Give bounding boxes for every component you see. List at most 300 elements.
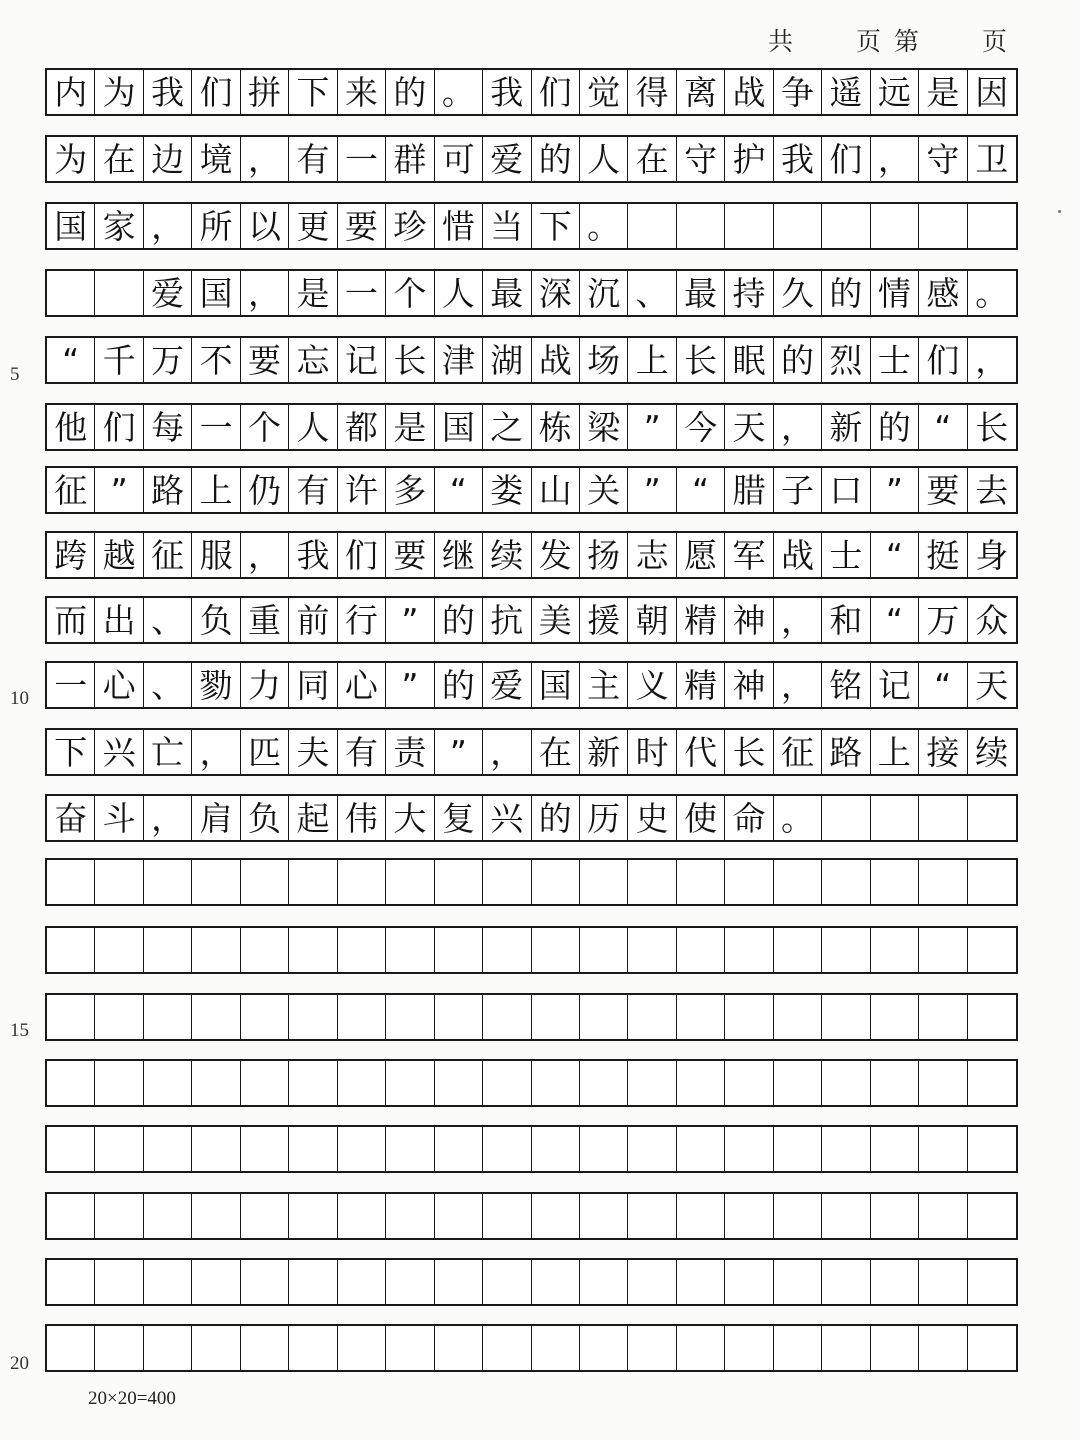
grid-cell: 烈 <box>822 338 870 382</box>
grid-cell <box>968 928 1016 972</box>
grid-cell <box>47 1194 95 1238</box>
grid-cell: 战 <box>532 338 580 382</box>
grid-cell <box>871 796 919 840</box>
grid-cell <box>919 1127 967 1171</box>
grid-cell <box>677 928 725 972</box>
grid-cell <box>289 1260 337 1304</box>
grid-cell <box>192 1326 240 1370</box>
grid-cell: 天 <box>725 405 773 449</box>
grid-cell: 一 <box>192 405 240 449</box>
grid-cell: 口 <box>822 468 870 512</box>
grid-cell <box>580 860 628 904</box>
grid-row <box>45 728 1018 776</box>
grid-cell: 津 <box>435 338 483 382</box>
grid-cell <box>338 1326 386 1370</box>
grid-cell <box>580 1260 628 1304</box>
grid-row <box>45 466 1018 514</box>
grid-cell: 亡 <box>144 730 192 774</box>
grid-cell: 国 <box>192 271 240 315</box>
line-number-15: 15 <box>10 1020 29 1041</box>
grid-cell <box>774 1127 822 1171</box>
grid-cell <box>871 1326 919 1370</box>
grid-cell: 更 <box>289 204 337 248</box>
grid-cell: 惜 <box>435 204 483 248</box>
grid-row <box>45 1192 1018 1240</box>
grid-cell: 娄 <box>483 468 531 512</box>
grid-cell: 服 <box>192 533 240 577</box>
grid-cell: 。 <box>580 204 628 248</box>
grid-row <box>45 68 1018 116</box>
grid-cell <box>628 204 676 248</box>
grid-cell: 和 <box>822 598 870 642</box>
grid-cell <box>968 1061 1016 1105</box>
grid-cell: 心 <box>338 663 386 707</box>
grid-cell: 勠 <box>192 663 240 707</box>
grid-cell <box>435 1326 483 1370</box>
grid-cell <box>968 204 1016 248</box>
grid-cell: 使 <box>677 796 725 840</box>
grid-cell <box>580 1127 628 1171</box>
grid-cell: 们 <box>95 405 143 449</box>
grid-cell: 时 <box>628 730 676 774</box>
grid-cell <box>968 1194 1016 1238</box>
grid-cell <box>241 1194 289 1238</box>
grid-cell: 山 <box>532 468 580 512</box>
grid-cell: 责 <box>386 730 434 774</box>
grid-cell: ” <box>386 663 434 707</box>
grid-cell: ” <box>628 405 676 449</box>
grid-cell <box>241 1326 289 1370</box>
grid-cell: 人 <box>435 271 483 315</box>
grid-cell <box>725 1127 773 1171</box>
grid-cell: 复 <box>435 796 483 840</box>
grid-cell <box>628 1326 676 1370</box>
grid-cell: 斗 <box>95 796 143 840</box>
grid-cell: ” <box>95 468 143 512</box>
grid-cell: 可 <box>435 137 483 181</box>
grid-cell <box>483 995 531 1039</box>
grid-cell: 是 <box>919 70 967 114</box>
grid-cell: 续 <box>483 533 531 577</box>
grid-cell <box>435 995 483 1039</box>
grid-cell <box>871 204 919 248</box>
grid-cell <box>435 1260 483 1304</box>
grid-row <box>45 926 1018 974</box>
grid-cell <box>968 1127 1016 1171</box>
grid-cell: 的 <box>532 796 580 840</box>
grid-cell: 的 <box>532 137 580 181</box>
grid-cell: 珍 <box>386 204 434 248</box>
grid-cell: 们 <box>192 70 240 114</box>
grid-cell <box>144 860 192 904</box>
grid-row <box>45 202 1018 250</box>
grid-cell <box>192 1127 240 1171</box>
line-number-10: 10 <box>10 688 29 709</box>
grid-cell: 力 <box>241 663 289 707</box>
grid-cell <box>871 860 919 904</box>
grid-cell: 去 <box>975 470 1009 510</box>
grid-cell: 持 <box>725 271 773 315</box>
grid-cell <box>95 928 143 972</box>
grid-cell: 离 <box>677 70 725 114</box>
grid-cell <box>241 1260 289 1304</box>
grid-cell: 的 <box>871 405 919 449</box>
grid-cell: 要 <box>386 533 434 577</box>
grid-cell: 命 <box>725 796 773 840</box>
grid-cell: 精 <box>677 598 725 642</box>
grid-cell: 兴 <box>95 730 143 774</box>
grid-cell: 在 <box>628 137 676 181</box>
grid-cell <box>968 860 1016 904</box>
grid-cell: 士 <box>822 533 870 577</box>
grid-cell <box>725 1061 773 1105</box>
grid-cell <box>532 1326 580 1370</box>
grid-cell: 神 <box>725 663 773 707</box>
grid-cell: 美 <box>532 598 580 642</box>
grid-cell: ” <box>871 468 919 512</box>
grid-cell: 腊 <box>725 468 773 512</box>
grid-cell: 援 <box>580 598 628 642</box>
grid-cell: 行 <box>338 598 386 642</box>
grid-cell: 奋 <box>47 796 95 840</box>
grid-cell: 境 <box>192 137 240 181</box>
grid-cell <box>822 1326 870 1370</box>
grid-cell: 争 <box>774 70 822 114</box>
grid-cell: 爱 <box>144 271 192 315</box>
grid-row <box>45 531 1018 579</box>
grid-cell <box>386 860 434 904</box>
grid-cell: 边 <box>144 137 192 181</box>
grid-cell <box>580 928 628 972</box>
grid-cell: 铭 <box>822 663 870 707</box>
grid-cell <box>241 1061 289 1105</box>
grid-cell: 同 <box>289 663 337 707</box>
grid-cell: 久 <box>774 271 822 315</box>
grid-cell <box>774 1061 822 1105</box>
grid-cell <box>338 1260 386 1304</box>
grid-cell: 来 <box>338 70 386 114</box>
grid-row <box>45 1059 1018 1107</box>
grid-cell: 的 <box>435 663 483 707</box>
grid-cell: 一 <box>338 271 386 315</box>
grid-cell <box>677 1194 725 1238</box>
grid-cell: 路 <box>822 730 870 774</box>
grid-cell: 在 <box>532 730 580 774</box>
grid-cell <box>919 860 967 904</box>
grid-cell: 梁 <box>580 405 628 449</box>
grid-cell: 以 <box>241 204 289 248</box>
grid-cell: “ <box>919 405 967 449</box>
grid-cell: 我 <box>289 533 337 577</box>
grid-cell: 所 <box>192 204 240 248</box>
grid-cell <box>483 860 531 904</box>
grid-cell <box>386 1260 434 1304</box>
grid-cell: 许 <box>338 468 386 512</box>
grid-cell <box>774 928 822 972</box>
grid-cell <box>241 995 289 1039</box>
grid-cell <box>47 1326 95 1370</box>
grid-cell <box>532 995 580 1039</box>
grid-cell <box>144 1061 192 1105</box>
grid-cell: 我 <box>483 70 531 114</box>
grid-row <box>45 794 1018 842</box>
grid-cell <box>822 1127 870 1171</box>
grid-cell <box>47 860 95 904</box>
grid-cell <box>628 1194 676 1238</box>
grid-cell <box>628 928 676 972</box>
grid-cell <box>822 796 870 840</box>
grid-cell: 志 <box>628 533 676 577</box>
grid-cell <box>628 1127 676 1171</box>
grid-cell <box>483 1127 531 1171</box>
grid-cell <box>483 1326 531 1370</box>
grid-cell: 战 <box>774 533 822 577</box>
grid-cell <box>580 1061 628 1105</box>
grid-row <box>45 269 1018 317</box>
grid-cell <box>968 995 1016 1039</box>
grid-row <box>45 661 1018 709</box>
grid-cell: 得 <box>628 70 676 114</box>
grid-spec-label: 20×20=400 <box>88 1388 176 1409</box>
grid-cell: 的 <box>822 271 870 315</box>
grid-cell: 有 <box>289 137 337 181</box>
grid-cell <box>532 1194 580 1238</box>
grid-cell: 接 <box>919 730 967 774</box>
grid-cell: 续 <box>975 732 1009 772</box>
grid-cell: 。 <box>975 273 1009 313</box>
grid-cell: 个 <box>386 271 434 315</box>
grid-cell <box>532 1061 580 1105</box>
grid-cell: 、 <box>144 663 192 707</box>
grid-cell: 护 <box>725 137 773 181</box>
grid-cell <box>435 1127 483 1171</box>
page-current-unit: 页 <box>981 27 1008 56</box>
grid-cell: 心 <box>95 663 143 707</box>
grid-cell <box>968 1260 1016 1304</box>
grid-cell: 征 <box>774 730 822 774</box>
grid-cell: 万 <box>144 338 192 382</box>
grid-cell: “ <box>919 663 967 707</box>
grid-cell <box>532 1260 580 1304</box>
grid-cell: 神 <box>725 598 773 642</box>
grid-cell <box>289 1061 337 1105</box>
grid-cell: 朝 <box>628 598 676 642</box>
grid-cell <box>144 1260 192 1304</box>
grid-cell: 负 <box>192 598 240 642</box>
grid-cell <box>725 860 773 904</box>
grid-cell: 主 <box>580 663 628 707</box>
grid-row <box>45 596 1018 644</box>
grid-cell: 一 <box>338 137 386 181</box>
grid-cell: 子 <box>774 468 822 512</box>
grid-cell <box>968 1326 1016 1370</box>
grid-cell: 因 <box>975 72 1009 112</box>
grid-cell <box>289 995 337 1039</box>
grid-cell <box>919 1260 967 1304</box>
grid-cell: 继 <box>435 533 483 577</box>
grid-cell: 长 <box>725 730 773 774</box>
grid-cell <box>919 796 967 840</box>
grid-cell <box>435 1061 483 1105</box>
grid-row <box>45 336 1018 384</box>
grid-cell: 新 <box>580 730 628 774</box>
grid-cell <box>725 995 773 1039</box>
grid-cell: 们 <box>822 137 870 181</box>
grid-cell: “ <box>435 468 483 512</box>
grid-cell <box>241 1127 289 1171</box>
grid-cell <box>47 271 95 315</box>
grid-cell: 们 <box>532 70 580 114</box>
grid-cell <box>144 1127 192 1171</box>
grid-cell <box>338 928 386 972</box>
grid-cell: 守 <box>919 137 967 181</box>
grid-cell <box>677 1061 725 1105</box>
grid-cell: 、 <box>628 271 676 315</box>
grid-row <box>45 1258 1018 1306</box>
grid-cell <box>919 1326 967 1370</box>
grid-cell: 远 <box>871 70 919 114</box>
grid-cell: 夫 <box>289 730 337 774</box>
page-total-label: 共 <box>767 27 794 56</box>
grid-cell: 国 <box>532 663 580 707</box>
grid-cell: 个 <box>241 405 289 449</box>
grid-cell: 征 <box>47 468 95 512</box>
grid-cell: ， <box>483 730 531 774</box>
grid-cell: 扬 <box>580 533 628 577</box>
grid-cell <box>338 1061 386 1105</box>
grid-cell: 一 <box>47 663 95 707</box>
grid-cell <box>483 928 531 972</box>
grid-cell <box>144 928 192 972</box>
grid-cell: 负 <box>241 796 289 840</box>
grid-cell: 拼 <box>241 70 289 114</box>
grid-cell: 的 <box>774 338 822 382</box>
grid-cell <box>774 1326 822 1370</box>
grid-cell: 内 <box>47 70 95 114</box>
grid-cell: ” <box>435 730 483 774</box>
grid-cell: 为 <box>95 70 143 114</box>
grid-cell: ， <box>241 533 289 577</box>
grid-cell: 仍 <box>241 468 289 512</box>
grid-cell: 挺 <box>919 533 967 577</box>
grid-cell <box>386 1326 434 1370</box>
grid-cell: 眠 <box>725 338 773 382</box>
grid-cell: 史 <box>628 796 676 840</box>
grid-cell: 。 <box>435 70 483 114</box>
grid-cell: 士 <box>871 338 919 382</box>
page-counter <box>768 22 1008 58</box>
grid-cell <box>628 1061 676 1105</box>
grid-cell: “ <box>871 533 919 577</box>
grid-cell <box>677 1127 725 1171</box>
page-current-label: 第 <box>893 27 920 56</box>
grid-cell: 身 <box>975 535 1009 575</box>
grid-cell: ， <box>871 137 919 181</box>
grid-cell <box>677 1326 725 1370</box>
grid-cell <box>47 1061 95 1105</box>
grid-cell <box>628 860 676 904</box>
grid-cell: 要 <box>919 468 967 512</box>
grid-cell: 在 <box>95 137 143 181</box>
grid-cell: 而 <box>47 598 95 642</box>
grid-cell: 沉 <box>580 271 628 315</box>
grid-cell: 跨 <box>47 533 95 577</box>
grid-cell: 义 <box>628 663 676 707</box>
grid-cell <box>871 1127 919 1171</box>
grid-cell: 守 <box>677 137 725 181</box>
grid-cell <box>725 1326 773 1370</box>
grid-cell <box>580 995 628 1039</box>
grid-cell <box>192 1194 240 1238</box>
grid-row <box>45 135 1018 183</box>
grid-cell: 我 <box>144 70 192 114</box>
grid-cell: 每 <box>144 405 192 449</box>
grid-cell: 情 <box>871 271 919 315</box>
grid-cell <box>192 928 240 972</box>
grid-cell <box>338 995 386 1039</box>
grid-cell: 不 <box>192 338 240 382</box>
grid-cell <box>95 1194 143 1238</box>
grid-cell: 都 <box>338 405 386 449</box>
grid-cell: 发 <box>532 533 580 577</box>
grid-cell: ， <box>241 271 289 315</box>
grid-cell <box>95 271 143 315</box>
grid-cell: 众 <box>975 600 1009 640</box>
grid-cell <box>241 860 289 904</box>
grid-cell: 军 <box>725 533 773 577</box>
grid-cell: 忘 <box>289 338 337 382</box>
grid-cell <box>871 1061 919 1105</box>
grid-cell <box>95 1061 143 1105</box>
grid-cell <box>871 1194 919 1238</box>
grid-cell <box>580 1194 628 1238</box>
grid-cell <box>192 860 240 904</box>
grid-cell <box>435 860 483 904</box>
grid-cell <box>47 928 95 972</box>
grid-cell: 湖 <box>483 338 531 382</box>
grid-cell: 抗 <box>483 598 531 642</box>
grid-cell <box>822 928 870 972</box>
grid-cell: 感 <box>919 271 967 315</box>
grid-cell <box>919 995 967 1039</box>
grid-cell: 代 <box>677 730 725 774</box>
line-number-20: 20 <box>10 1353 29 1374</box>
grid-cell <box>919 1061 967 1105</box>
grid-cell <box>338 860 386 904</box>
grid-cell: ， <box>774 405 822 449</box>
grid-cell: 之 <box>483 405 531 449</box>
grid-cell: 上 <box>192 468 240 512</box>
grid-cell: 爱 <box>483 663 531 707</box>
grid-cell: ， <box>192 730 240 774</box>
grid-cell <box>289 928 337 972</box>
grid-cell <box>822 1260 870 1304</box>
grid-cell: 最 <box>677 271 725 315</box>
grid-cell <box>774 204 822 248</box>
grid-cell: 人 <box>580 137 628 181</box>
grid-cell: 大 <box>386 796 434 840</box>
grid-cell: 、 <box>144 598 192 642</box>
grid-cell: 新 <box>822 405 870 449</box>
grid-cell <box>822 204 870 248</box>
grid-cell <box>628 1260 676 1304</box>
grid-cell <box>192 995 240 1039</box>
grid-cell <box>725 928 773 972</box>
grid-cell: 上 <box>871 730 919 774</box>
grid-cell: 长 <box>386 338 434 382</box>
grid-cell: 前 <box>289 598 337 642</box>
grid-cell <box>532 928 580 972</box>
